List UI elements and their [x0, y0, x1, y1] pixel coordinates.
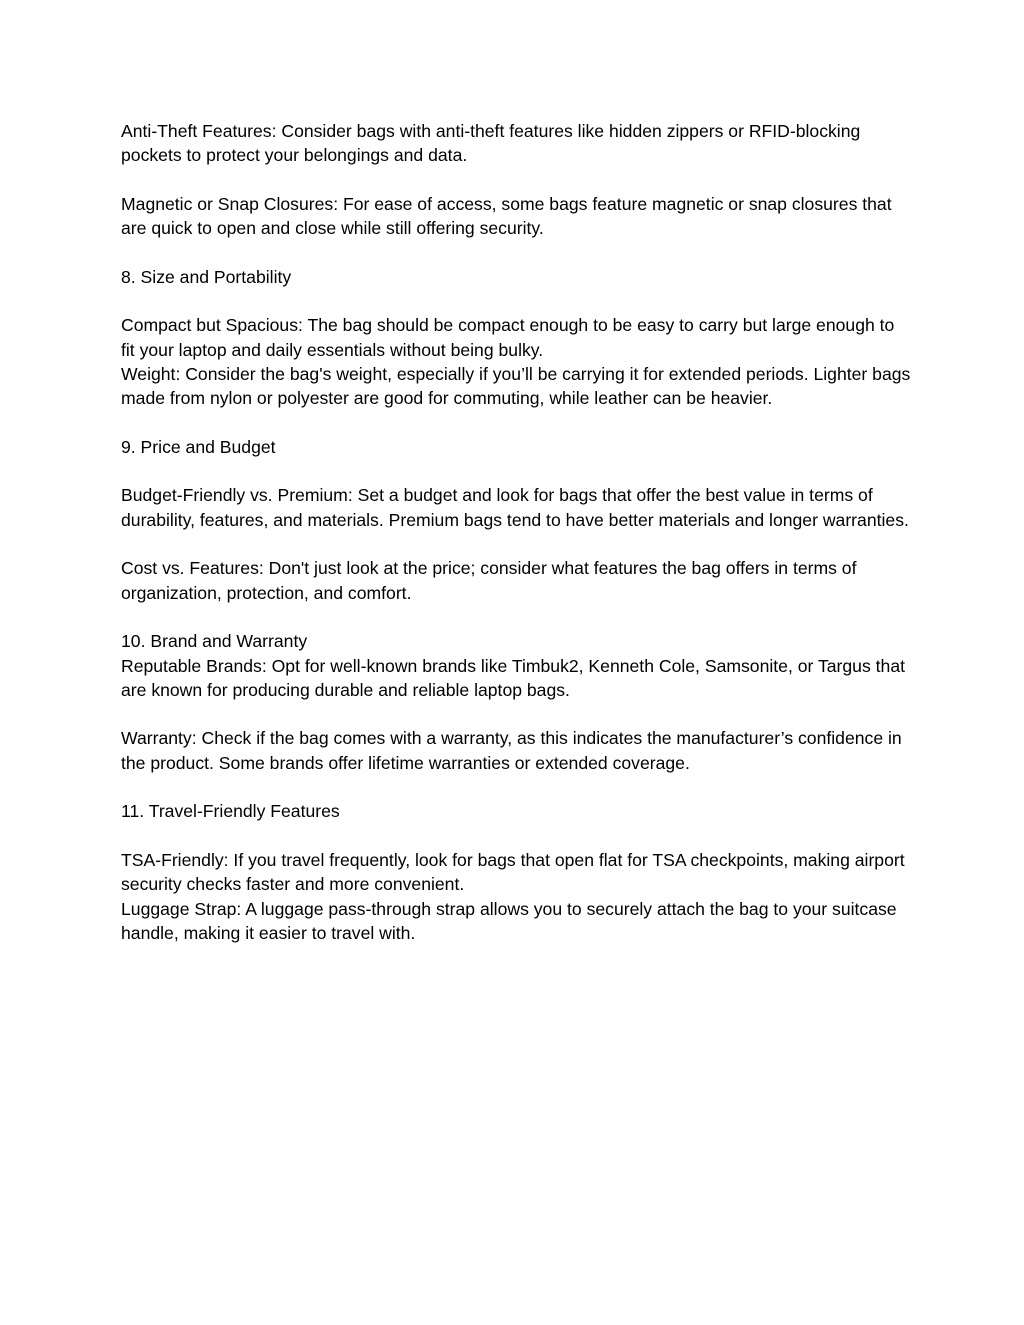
paragraph-compact-spacious: Compact but Spacious: The bag should be compact enough to be easy to carry but large enough to fit your laptop and daily essentials without being bulky.: [121, 315, 895, 360]
paragraph-spacer: [121, 411, 911, 435]
paragraph-luggage-strap: Luggage Strap: A luggage pass-through strap allows you to securely attach the bag to your suitcase handle, making it easier to travel with.: [121, 898, 897, 943]
section-heading-brand-warranty: 10. Brand and Warranty: [121, 631, 308, 652]
section-heading-travel-features: 11. Travel-Friendly Features: [121, 801, 340, 822]
paragraph-spacer: [121, 605, 911, 629]
paragraph-warranty: Warranty: Check if the bag comes with a warranty, as this indicates the manufacturer’s confidence in the product. Some brands offer lifetime warranties or extended coverage.: [121, 728, 902, 773]
paragraph-tsa-friendly: TSA-Friendly: If you travel frequently, look for bags that open flat for TSA checkpoints, making airport security checks faster and more convenient.: [121, 849, 905, 895]
paragraph-spacer: [121, 824, 911, 848]
paragraph-spacer: [121, 168, 911, 192]
paragraph-weight: Weight: Consider the bag's weight, especially if you’ll be carrying it for extended periods. Lighter bags made from nylon or polyester are good for commuting, while leather can be heavier.: [121, 363, 911, 409]
paragraph-spacer: [121, 240, 911, 264]
document-body: [121, 119, 911, 945]
section-heading-size-portability: 8. Size and Portability: [121, 266, 292, 287]
paragraph-reputable-brands: Reputable Brands: Opt for well-known brands like Timbuk2, Kenneth Cole, Samsonite, or Targus that are known for producing durable and reliable laptop bags.: [121, 655, 905, 700]
paragraph-budget-premium: Budget-Friendly vs. Premium: Set a budget and look for bags that offer the best value in terms of durability, features, and materials. Premium bags tend to have better materials and longer warranties.: [121, 485, 909, 530]
paragraph-spacer: [121, 532, 911, 556]
paragraph-spacer: [121, 459, 911, 483]
paragraph-spacer: [121, 775, 911, 799]
paragraph-spacer: [121, 702, 911, 726]
paragraph-cost-features: Cost vs. Features: Don't just look at the price; consider what features the bag offers in terms of organization, protection, and comfort.: [121, 558, 857, 603]
paragraph-spacer: [121, 289, 911, 313]
paragraph-closures: Magnetic or Snap Closures: For ease of access, some bags feature magnetic or snap closures that are quick to open and close while still offering security.: [121, 193, 892, 239]
section-heading-price-budget: 9. Price and Budget: [121, 436, 276, 457]
paragraph-anti-theft: Anti-Theft Features: Consider bags with anti-theft features like hidden zippers or RFID-blocking pockets to protect your belongings and data.: [121, 121, 861, 166]
